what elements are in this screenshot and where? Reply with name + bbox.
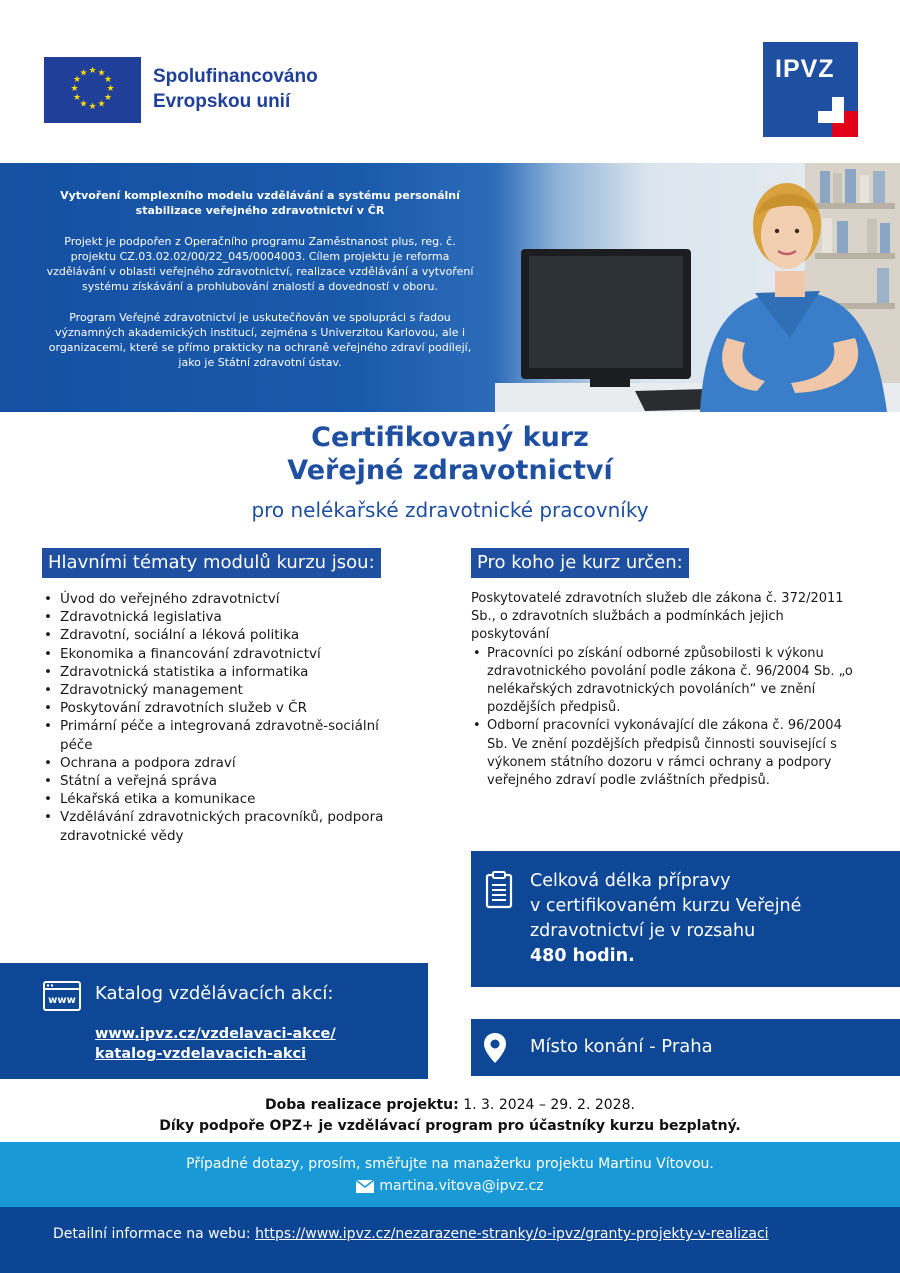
- eu-label-line1: Spolufinancováno: [153, 66, 318, 87]
- medical-cross-icon: [818, 97, 858, 137]
- contact-bar: [0, 1142, 900, 1207]
- audience-block: [471, 590, 856, 790]
- banner-paragraph-1: Projekt je podpořen z Operačního programu Zaměstnanost plus, reg. č. projektu CZ.03.02.02/00/22_045/0004003. Cílem projektu je reforma vzdělávání v oblasti veřejného zdravotnictví, realizace vzdělávání a vytvoření systému získávání a prohlubování znalostí a dovedností v oboru.: [46, 235, 474, 293]
- location-pin-icon: [483, 1032, 507, 1064]
- audience-intro: Poskytovatelé zdravotních služeb dle zákona č. 372/2011 Sb., o zdravotních službách a podmínkách jejich poskytování: [471, 591, 844, 643]
- duration-text: [530, 869, 801, 969]
- topics-heading: Hlavními tématy modulů kurzu jsou:: [42, 548, 381, 578]
- topic-item: • Zdravotnická legislativa: [44, 608, 414, 626]
- audience-item: • Pracovníci po získání odborné způsobilosti k výkonu zdravotnického povolání podle zákona č. 96/2004 Sb. „o nelékařských zdravotnických povoláních“ ve znění pozdějších předpisů.: [471, 645, 856, 718]
- svg-text:★: ★: [79, 68, 88, 79]
- course-duration-box: [471, 851, 900, 987]
- contact-email-row: [356, 1175, 543, 1197]
- catalog-link[interactable]: [95, 1024, 336, 1064]
- ipvz-logo: [763, 42, 858, 137]
- project-period: [0, 1095, 900, 1116]
- duration-line3: zdravotnictví je v rozsahu: [530, 921, 756, 941]
- topic-item: • Ochrana a podpora zdraví: [44, 754, 414, 772]
- period-value: 1. 3. 2024 – 29. 2. 2028.: [458, 1097, 635, 1113]
- topic-item: • Poskytování zdravotních služeb v ČR: [44, 699, 414, 717]
- document-list-icon: [485, 871, 513, 909]
- audience-item: • Odborní pracovníci vykonávající dle zákona č. 96/2004 Sb. Ve znění pozdějších předpisů činnosti související s výkonem státního dozoru v rámci ochrany a podpory veřejného zdraví podle zvláštních předpisů.: [471, 717, 856, 790]
- audience-heading: Pro koho je kurz určen:: [471, 548, 689, 578]
- topic-item: • Zdravotní, sociální a léková politika: [44, 626, 414, 644]
- banner-paragraph-2: Program Veřejné zdravotnictví je uskutečňován ve spolupráci s řadou významných akademických institucí, zejména s Univerzitou Karlovou, ale i organizacemi, které se přímo prakticky na ochraně veřejného zdraví podílejí, jako je Státní zdravotní ústav.: [48, 311, 472, 369]
- topic-item: • Úvod do veřejného zdravotnictví: [44, 590, 414, 608]
- eu-label-line2: Evropskou unií: [153, 91, 291, 112]
- svg-text:★: ★: [103, 75, 113, 85]
- svg-text:★: ★: [88, 102, 97, 112]
- topics-list: [44, 590, 414, 845]
- svg-text:★: ★: [72, 75, 82, 85]
- eu-stars-icon: [44, 57, 141, 123]
- svg-text:★: ★: [106, 84, 115, 94]
- banner-text: [40, 188, 480, 386]
- topic-item: • Lékařská etika a komunikace: [44, 790, 414, 808]
- course-title-line1: Certifikovaný kurz: [311, 422, 589, 453]
- course-title-block: [0, 421, 900, 524]
- contact-email-link[interactable]: martina.vitova@ipvz.cz: [379, 1178, 544, 1194]
- svg-text:★: ★: [88, 66, 97, 76]
- svg-text:★: ★: [103, 93, 113, 103]
- topic-item: • Primární péče a integrovaná zdravotně-sociální péče: [44, 717, 414, 753]
- audience-list: [471, 645, 856, 791]
- duration-line1: Celková délka přípravy: [530, 871, 731, 891]
- topic-item: • Zdravotnická statistika a informatika: [44, 663, 414, 681]
- duration-line2: v certifikovaném kurzu Veřejné: [530, 896, 802, 916]
- topic-item: • Ekonomika a financování zdravotnictví: [44, 645, 414, 663]
- svg-text:★: ★: [97, 99, 106, 110]
- footer-url-link[interactable]: https://www.ipvz.cz/nezarazene-stranky/o-ipvz/granty-projekty-v-realizaci: [255, 1226, 769, 1242]
- topic-item: • Zdravotnický management: [44, 681, 414, 699]
- free-program-note: Díky podpoře OPZ+ je vzdělávací program pro účastníky kurzu bezplatný.: [159, 1118, 741, 1134]
- eu-cofinanced-label: [153, 64, 318, 114]
- contact-text: Případné dotazy, prosím, směřujte na manažerku projektu Martinu Vítovou.: [186, 1156, 714, 1172]
- nurse-at-computer-photo: [495, 163, 900, 412]
- period-label: Doba realizace projektu:: [265, 1097, 459, 1113]
- topic-item: • Státní a veřejná správa: [44, 772, 414, 790]
- svg-text:★: ★: [72, 93, 82, 103]
- project-banner: [0, 163, 900, 412]
- footer-label: Detailní informace na webu:: [53, 1226, 256, 1242]
- browser-www-icon: [43, 981, 81, 1011]
- footer-bar: [0, 1207, 900, 1273]
- catalog-box: [0, 963, 428, 1079]
- svg-text:★: ★: [79, 99, 88, 110]
- venue-label: Místo konání - Praha: [530, 1036, 713, 1057]
- envelope-icon: [356, 1180, 374, 1193]
- course-subtitle: pro nelékařské zdravotnické pracovníky: [251, 498, 649, 522]
- ipvz-logo-text: IPVZ: [775, 55, 835, 83]
- project-period-block: [0, 1095, 900, 1137]
- course-title-line2: Veřejné zdravotnictví: [287, 455, 613, 486]
- catalog-link-line2: katalog-vzdelavacich-akci: [95, 1046, 307, 1062]
- catalog-link-line1: www.ipvz.cz/vzdelavaci-akce/: [95, 1026, 336, 1042]
- catalog-label: Katalog vzdělávacích akcí:: [95, 983, 334, 1004]
- www-icon-text: www: [48, 995, 76, 1006]
- svg-text:★: ★: [70, 84, 79, 94]
- svg-text:★: ★: [97, 68, 106, 79]
- venue-box: [471, 1019, 900, 1076]
- eu-flag-logo: [44, 57, 141, 123]
- banner-title: Vytvoření komplexního modelu vzdělávání a systému personální stabilizace veřejného zdravotnictví v ČR: [60, 189, 460, 217]
- topic-item: • Vzdělávání zdravotnických pracovníků, podpora zdravotnické vědy: [44, 808, 414, 844]
- duration-hours: 480 hodin.: [530, 946, 635, 966]
